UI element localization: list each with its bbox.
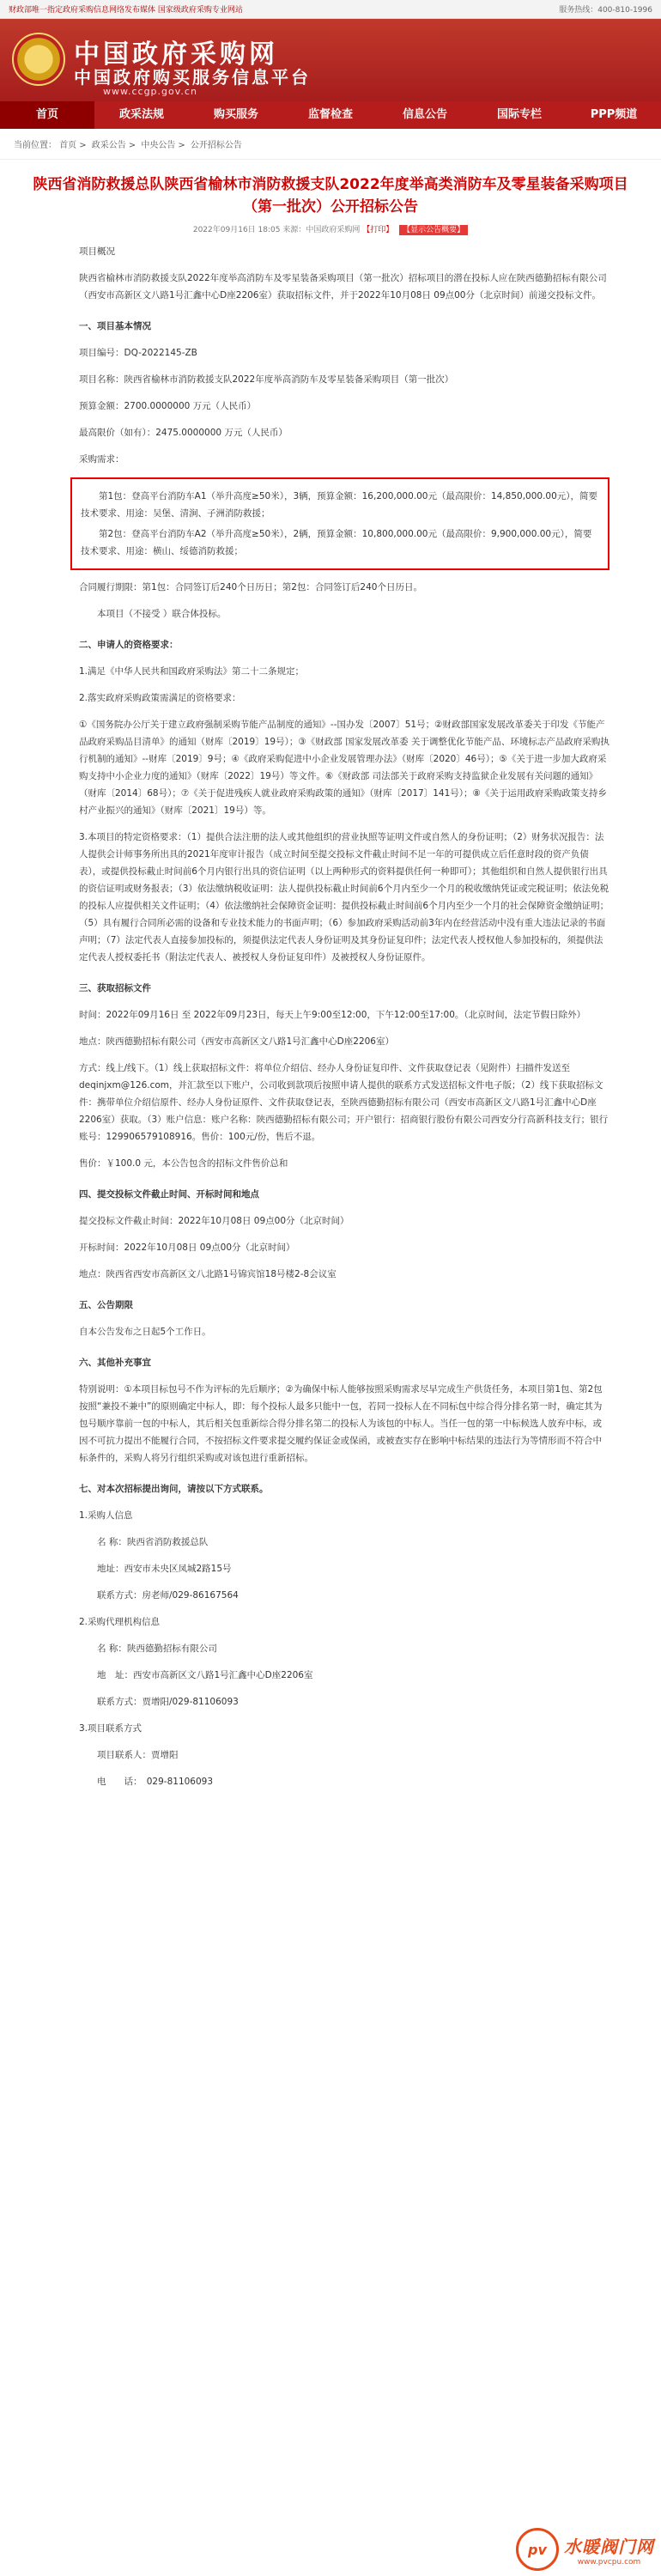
site-title[interactable]: 中国政府采购网 (74, 39, 278, 70)
opening-time: 开标时间：2022年10月08日 09点00分（北京时间） (79, 1242, 295, 1253)
nav-item-announcements[interactable]: 信息公告 (402, 108, 447, 121)
consortium-note: 本项目（不接受 ）联合体投标。 (97, 609, 227, 619)
publish-date: 2022年09月16日 18:05 (192, 226, 281, 234)
overview-text: 陕西省榆林市消防救援支队2022年度举高消防车及零星装备采购项目（第一批次）招标项目的潜在投标人应在陕西德勤招标有限公司（西安市高新区文八路1号汇鑫中心D座2206室）获取招标文件，并于2022年10月08日 09点00分（北京时间）前递交投标文件。 (79, 273, 607, 301)
print-link[interactable]: 【打印】 (362, 226, 394, 234)
breadcrumb-current[interactable]: 公开招标公告 (190, 141, 242, 150)
watermark-logo-icon: pv (516, 2528, 559, 2571)
document-price: 售价：￥100.0 元，本公告包含的招标文件售价总和 (79, 1158, 288, 1169)
obtain-place: 地点：陕西德勤招标有限公司（西安市高新区文八路1号汇鑫中心D座2206室） (79, 1036, 394, 1047)
breadcrumb: 当前位置： 首页 > 政采公告 > 中央公告 > 公开招标公告 (0, 129, 661, 160)
special-notes: 特别说明：①本项目标包号不作为评标的先后顺序；②为确保中标人能够按照采购需求尽早完成生产供货任务，本项目第1包、第2包按照“兼投不兼中”的原则确定中标人，即：每个投标人最多只能中一包，若同一投标人在不同标包中综合得分排名第一时，确定其为包号顺序靠前一包的中标人，其后相关包重新综合得分排名第二的投标人为该包的中标人。当任一包的第一中标候选人放弃中标，或因不可抗力提出不能履行合同，不按招标文件要求提交履约保证金或保函，或被查实存在影响中标结果的违法行为等情形而不符合中标条件的，采购人将另行组织采购或对该包进行重新招标。 (79, 1384, 603, 1463)
project-name: 项目名称：陕西省榆林市消防救援支队2022年度举高消防车及零星装备采购项目（第一批次） (79, 374, 454, 385)
purchaser-contact: 联系方式：房老师/029-86167564 (97, 1590, 239, 1601)
project-contact-phone: 电 话： 029-81106093 (97, 1777, 214, 1787)
requirements-label: 采购需求： (79, 454, 124, 465)
nav-item-services[interactable]: 购买服务 (213, 108, 258, 121)
contract-period: 合同履行期限：第1包：合同签订后240个日历日；第2包：合同签订后240个日历日。 (79, 582, 422, 592)
section-heading-5: 五、公告期限 (79, 1300, 133, 1310)
section-heading-7: 七、对本次招标提出询问，请按以下方式联系。 (79, 1484, 269, 1494)
policy-list: ①《国务院办公厅关于建立政府强制采购节能产品制度的通知》--国办发〔2007〕51号；②财政部国家发展改革委关于印发《节能产品政府采购品目清单》的通知（财库〔2019〕19号）；③《财政部 国家发展改革委 关于调整优化节能产品、环境标志产品政府采购执行机制的通知》--财库〔2019〕9号；④《政府采购促进中小企业发展管理办法》（财库〔2020〕46号）；⑤《关于进一步加大政府采购支持中小企业力度的通知》（财库〔2022〕19号）等文件。⑥《财政部 司法部关于政府采购支持监狱企业发展有关问题的通知》（财库〔2014〕68号）；⑦《关于促进残疾人就业政府采购政策的通知》（财库〔2017〕141号）；⑧《关于运用政府采购政策支持乡村产业振兴的通知》（财库〔2021〕19号）等。 (79, 720, 609, 816)
opening-place: 地点：陕西省西安市高新区文八北路1号锦宾馆18号楼2-8会议室 (79, 1269, 337, 1279)
highlighted-requirements (70, 477, 609, 570)
watermark (516, 2528, 654, 2571)
agency-heading: 2.采购代理机构信息 (79, 1617, 161, 1627)
site-url: www.ccgp.gov.cn (103, 86, 197, 97)
agency-address: 地 址：西安市高新区文八路1号汇鑫中心D座2206室 (97, 1670, 313, 1680)
section-heading-6: 六、其他补充事宜 (79, 1358, 151, 1368)
nav-item-supervision[interactable]: 监督检查 (307, 108, 353, 121)
article-meta (0, 223, 661, 234)
nav-item-international[interactable]: 国际专栏 (496, 108, 542, 121)
breadcrumb-central[interactable]: 中央公告 (141, 141, 176, 150)
submission-deadline: 提交投标文件截止时间：2022年10月08日 09点00分（北京时间） (79, 1216, 349, 1226)
breadcrumb-announcements[interactable]: 政采公告 (91, 141, 126, 150)
purchaser-heading: 1.采购人信息 (79, 1510, 133, 1521)
hotline: 服务热线：400-810-1996 (559, 6, 652, 15)
obtain-time: 时间：2022年09月16日 至 2022年09月23日，每天上午9:00至12:00，下午12:00至17:00。（北京时间，法定节假日除外） (79, 1010, 586, 1020)
purchaser-address: 地址：西安市未央区凤城2路15号 (97, 1564, 232, 1574)
specific-qualifications: 3.本项目的特定资格要求：（1）提供合法注册的法人或其他组织的营业执照等证明文件或自然人的身份证明；（2）财务状况报告：法人提供会计师事务所出具的2021年度审计报告（成立时间至提交投标文件截止时间不足一年的可提供成立后任意时段的资产负债表），或提供投标截止时间前6个月内银行出具的资信证明（以上两种形式的资料提供任何一种即可）；其他组织和自然人提供银行出具的资信证明或财务报表；（3）依法缴纳税收证明：法人提供投标截止时间前6个月内至少一个月的税收缴纳凭证或完税证明；依法免税的投标人应提供相关文件证明；（4）依法缴纳社会保障资金证明：提供投标截止时间前6个月内至少一个月的社会保障资金缴纳证明；（5）具有履行合同所必需的设备和专业技术能力的书面声明；（6）参加政府采购活动前3年内在经营活动中没有重大违法记录的书面声明；（7）法定代表人直接参加投标的，须提供法定代表人身份证明及其身份证复印件；法定代表人授权他人参加投标的，须提供法定代表人授权委托书（附法定代表人、被授权人身份证复印件）及被授权人身份证原件。 (79, 832, 609, 963)
max-price: 最高限价（如有）：2475.0000000 万元（人民币） (79, 428, 288, 438)
agency-contact: 联系方式：贾增阳/029-81106093 (97, 1697, 239, 1707)
overview-heading: 项目概况 (79, 246, 115, 257)
project-contact-heading: 3.项目联系方式 (79, 1723, 143, 1734)
section-heading-1: 一、项目基本情况 (79, 321, 151, 331)
section-heading-2: 二、申请人的资格要求： (79, 640, 179, 650)
watermark-url: www.pvcpu.com (577, 2557, 641, 2567)
section-heading-3: 三、获取招标文件 (79, 983, 151, 993)
show-summary-button[interactable]: 【显示公告概要】 (399, 225, 468, 235)
nav-item-home[interactable]: 首页 (0, 101, 94, 129)
qualification-1: 1.满足《中华人民共和国政府采购法》第二十二条规定； (79, 666, 305, 677)
purchaser-name: 名 称：陕西省消防救援总队 (97, 1537, 209, 1547)
obtain-method: 方式：线上/线下。（1）线上获取招标文件：将单位介绍信、经办人身份证复印件、文件获取登记表（见附件）扫描件发送至deqinjxm@126.com，并汇款至以下账户，公司收到款项后按照申请人提供的联系方式发送招标文件电子版；（2）线下获取招标文件：携带单位介绍信原件、经办人身份证原件、文件获取登记表，至陕西德勤招标有限公司（西安市高新区文八路1号汇鑫中心D座2206室）获取。（3）账户信息：账户名称：陕西德勤招标有限公司；开户银行：招商银行股份有限公司西安分行高新科技支行；银行账号：129906579108916。售价：100元/份，售后不退。 (79, 1063, 609, 1142)
section-heading-4: 四、提交投标文件截止时间、开标时间和地点 (79, 1189, 259, 1200)
budget-amount: 预算金额：2700.0000000 万元（人民币） (79, 401, 257, 411)
announcement-period: 自本公告发布之日起5个工作日。 (79, 1327, 211, 1337)
watermark-name: 水暖阀门网 (564, 2536, 654, 2557)
site-subtitle: 中国政府购买服务信息平台 (74, 67, 311, 88)
project-contact-person: 项目联系人：贾增阳 (97, 1750, 179, 1760)
article-body (0, 243, 661, 1790)
main-nav (0, 101, 661, 129)
breadcrumb-home[interactable]: 首页 (59, 141, 77, 150)
nav-item-ppp[interactable]: PPP频道 (590, 108, 638, 121)
project-number: 项目编号：DQ-2022145-ZB (79, 348, 197, 358)
national-emblem-icon (12, 33, 65, 86)
agency-name: 名 称：陕西德勤招标有限公司 (97, 1643, 217, 1654)
breadcrumb-prefix: 当前位置： (14, 141, 57, 150)
article-title: 陕西省消防救援总队陕西省榆林市消防救援支队2022年度举高类消防车及零星装备采购项目（第一批次）公开招标公告 (33, 176, 628, 216)
package-1: 第1包：登高平台消防车A1（举升高度≥50米），3辆，预算金额：16,200,000.00元（最高限价：14,850,000.00元），简要技术要求、用途：吴堡、清涧、子洲消防救援； (81, 491, 598, 519)
top-bar-slogan: 财政部唯一指定政府采购信息网络发布媒体 国家级政府采购专业网站 (9, 6, 243, 15)
nav-item-regulations[interactable]: 政采法规 (118, 108, 164, 121)
site-header (0, 19, 661, 101)
package-2: 第2包：登高平台消防车A2（举升高度≥50米），2辆，预算金额：10,800,000.00元（最高限价：9,900,000.00元），简要技术要求、用途：横山、绥德消防救援； (81, 529, 592, 556)
top-bar (0, 0, 661, 19)
article-source: 来源：中国政府采购网 (282, 226, 361, 234)
qualification-2: 2.落实政府采购政策需满足的资格要求： (79, 693, 241, 703)
